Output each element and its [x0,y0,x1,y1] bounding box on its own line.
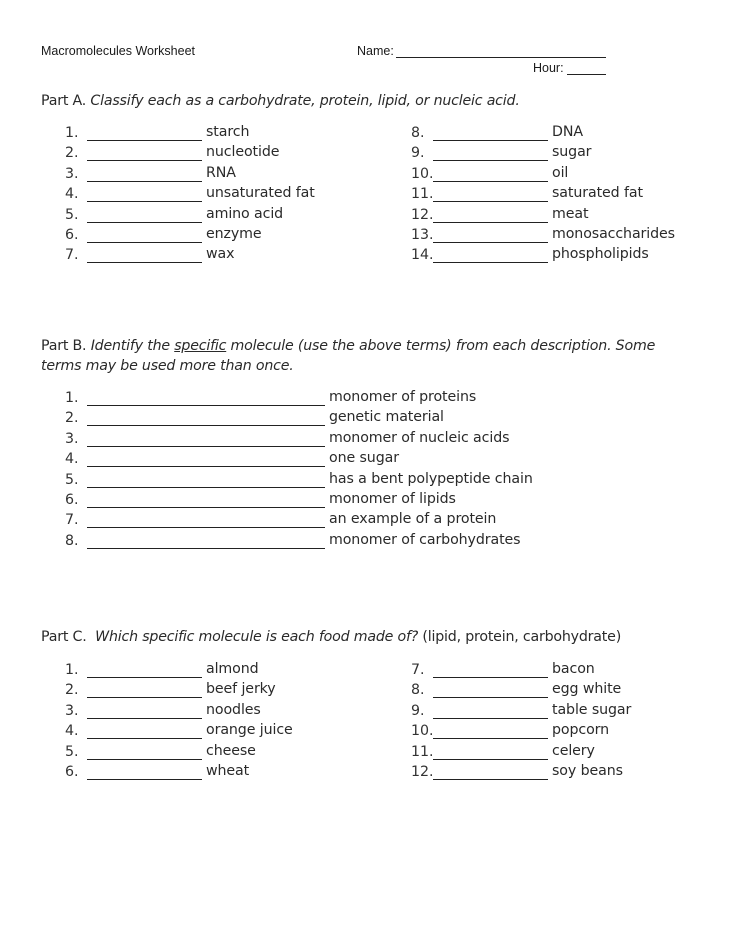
answer-blank[interactable] [433,677,548,678]
item-text: genetic material [329,409,444,426]
item-number: 4. [65,186,79,203]
item-number: 12. [411,764,434,780]
part-c-heading [41,629,621,645]
item-text: table sugar [552,701,632,718]
item-text: celery [552,742,595,759]
hour-field[interactable] [567,74,606,75]
answer-blank[interactable] [87,527,325,528]
answer-blank[interactable] [87,405,325,406]
item-number: 6. [65,492,79,508]
item-number: 9. [411,145,425,162]
worksheet-title: Macromolecules Worksheet [41,44,195,58]
item-text: monomer of proteins [329,389,477,405]
item-number: 14. [411,247,434,264]
item-number: 4. [65,723,79,740]
item-number: 5. [65,471,79,488]
item-text: popcorn [552,722,610,739]
item-text: starch [206,124,250,140]
part-a-instruction: Classify each as a carbohydrate, protein, lipid, or nucleic acid. [90,93,520,109]
answer-blank[interactable] [87,201,202,202]
item-text: bacon [552,661,595,677]
item-text: an example of a protein [329,511,497,528]
item-text: oil [552,164,569,181]
item-text: orange juice [206,722,293,739]
item-number: 5. [65,743,79,760]
part-b-instruction-line2: terms may be used more than once. [41,358,294,374]
answer-blank[interactable] [433,697,548,698]
item-number: 3. [65,165,79,182]
item-number: 12. [411,206,434,223]
answer-blank[interactable] [433,160,548,161]
item-text: sugar [552,144,592,161]
part-b-heading-line2 [41,358,294,374]
item-number: 9. [411,702,425,719]
answer-blank[interactable] [87,697,202,698]
answer-blank[interactable] [87,779,202,780]
part-b-label: Part B. [41,338,87,354]
answer-blank[interactable] [87,759,202,760]
part-b-instruction-emphasis: specific [174,338,227,354]
item-number: 7. [65,247,79,264]
item-text: noodles [206,701,261,718]
item-number: 1. [65,390,79,406]
item-text: monomer of lipids [329,491,456,507]
item-text: phospholipids [552,246,649,263]
part-c-choices: (lipid, protein, carbohydrate) [422,629,622,645]
item-text: nucleotide [206,144,280,161]
item-text: monomer of carbohydrates [329,531,521,548]
answer-blank[interactable] [433,201,548,202]
answer-blank[interactable] [87,242,202,243]
item-number: 11. [411,186,434,203]
answer-blank[interactable] [433,181,548,182]
name-label: Name: [357,44,394,58]
item-number: 3. [65,430,79,447]
item-number: 4. [65,451,79,468]
item-number: 6. [65,764,79,780]
name-field[interactable] [396,57,606,58]
item-number: 7. [65,512,79,529]
item-text: soy beans [552,763,623,779]
hour-label: Hour: [533,61,564,75]
item-number: 1. [65,125,79,141]
item-text: monosaccharides [552,226,675,242]
item-number: 1. [65,662,79,678]
item-number: 2. [65,145,79,162]
answer-blank[interactable] [87,677,202,678]
item-number: 13. [411,227,434,243]
item-number: 8. [65,532,79,549]
item-number: 8. [411,125,425,141]
item-text: enzyme [206,226,262,242]
answer-blank[interactable] [433,759,548,760]
answer-blank[interactable] [433,242,548,243]
item-number: 5. [65,206,79,223]
part-b-instruction-post: molecule (use the above terms) from each description. Some [230,338,656,354]
part-b-instruction-pre: Identify the [90,338,170,354]
answer-blank[interactable] [87,548,325,549]
item-number: 10. [411,723,434,740]
item-text: wax [206,246,235,263]
item-number: 11. [411,743,434,760]
answer-blank[interactable] [87,262,202,263]
item-text: almond [206,661,259,677]
item-number: 3. [65,702,79,719]
item-text: unsaturated fat [206,185,315,202]
answer-blank[interactable] [87,466,325,467]
item-text: has a bent polypeptide chain [329,470,533,487]
item-number: 7. [411,662,425,678]
answer-blank[interactable] [87,487,325,488]
answer-blank[interactable] [87,718,202,719]
item-text: one sugar [329,450,399,467]
answer-blank[interactable] [87,425,325,426]
answer-blank[interactable] [433,718,548,719]
answer-blank[interactable] [87,160,202,161]
item-number: 6. [65,227,79,243]
item-number: 10. [411,165,434,182]
item-number: 8. [411,682,425,699]
answer-blank[interactable] [87,222,202,223]
answer-blank[interactable] [87,738,202,739]
item-text: RNA [206,164,236,181]
part-c-instruction: Which specific molecule is each food made of? [95,629,419,645]
item-text: wheat [206,763,250,779]
answer-blank[interactable] [433,738,548,739]
item-text: cheese [206,742,256,759]
item-text: egg white [552,681,622,698]
part-a-heading [41,93,520,109]
part-c-label: Part C. [41,629,87,645]
answer-blank[interactable] [433,262,548,263]
item-number: 2. [65,682,79,699]
item-number: 2. [65,410,79,427]
answer-blank[interactable] [87,507,325,508]
item-text: saturated fat [552,185,643,202]
item-text: amino acid [206,205,284,222]
answer-blank[interactable] [87,181,202,182]
item-text: monomer of nucleic acids [329,429,510,446]
part-a-label: Part A. [41,93,87,109]
part-b-heading [41,338,655,354]
answer-blank[interactable] [433,779,548,780]
item-text: beef jerky [206,681,276,698]
answer-blank[interactable] [87,446,325,447]
answer-blank[interactable] [87,140,202,141]
answer-blank[interactable] [433,222,548,223]
item-text: DNA [552,124,583,140]
answer-blank[interactable] [433,140,548,141]
item-text: meat [552,205,589,222]
